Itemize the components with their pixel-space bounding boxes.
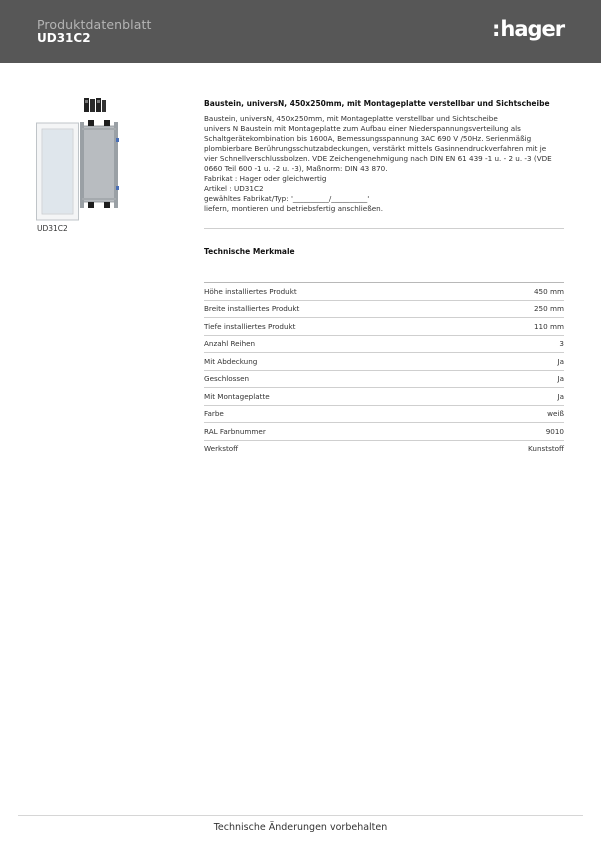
product-image bbox=[36, 98, 120, 222]
spec-row bbox=[204, 282, 564, 300]
description-line: Schaltgerätekombination bis 1600A, Bemessungsspannung 3AC 690 V /50Hz. Serienmäßig bbox=[204, 134, 532, 143]
description-block bbox=[204, 99, 566, 214]
spec-row bbox=[204, 300, 564, 318]
cover-panel-icon bbox=[37, 123, 79, 220]
spec-value: weiß bbox=[547, 409, 564, 419]
product-code: UD31C2 bbox=[37, 31, 91, 45]
spec-row bbox=[204, 335, 564, 353]
spec-value: 3 bbox=[559, 339, 564, 349]
spec-label: Höhe installiertes Produkt bbox=[204, 286, 297, 296]
spec-row bbox=[204, 440, 564, 458]
footer-disclaimer: Technische Änderungen vorbehalten bbox=[213, 822, 388, 833]
terminal-blocks-icon bbox=[84, 98, 106, 112]
spec-label: Tiefe installiertes Produkt bbox=[204, 321, 296, 331]
hager-logo: :hager bbox=[492, 17, 565, 41]
spec-label: Werkstoff bbox=[204, 444, 239, 454]
spec-label: Mit Abdeckung bbox=[204, 356, 258, 366]
specs-table bbox=[204, 282, 564, 457]
technical-features-title: Technische Merkmale bbox=[204, 247, 295, 256]
spec-row bbox=[204, 352, 564, 370]
spec-label: Mit Montageplatte bbox=[204, 391, 270, 401]
spec-value: Ja bbox=[557, 391, 564, 401]
description-line: vier Schnellverschlussbolzen. VDE Zeichengenehmigung nach DIN EN 61 439 -1 u. - 2 u. -3 (VDE bbox=[204, 154, 552, 163]
header-bar bbox=[0, 0, 601, 63]
spec-row bbox=[204, 422, 564, 440]
spec-label: Geschlossen bbox=[204, 374, 250, 384]
spec-label: RAL Farbnummer bbox=[204, 426, 266, 436]
description-line: Artikel : UD31C2 bbox=[204, 184, 264, 193]
description-title: Baustein, universN, 450x250mm, mit Montageplatte verstellbar und Sichtscheibe bbox=[204, 99, 550, 108]
description-line: plombierbare Berührungsschutzabdeckungen, verstärkt mittels Gasinnendruckverfahren mit je bbox=[204, 144, 547, 153]
description-line: 0660 Teil 600 -1 u. -2 u. -3), Maßnorm: DIN 43 870. bbox=[204, 164, 388, 173]
description-line: gewähltes Fabrikat/Typ: '__________/__________' bbox=[204, 194, 370, 203]
spec-value: Ja bbox=[557, 356, 564, 366]
spec-row bbox=[204, 370, 564, 388]
description-line: Fabrikat : Hager oder gleichwertig bbox=[204, 174, 327, 183]
spec-value: Kunststoff bbox=[528, 444, 564, 454]
spec-value: 110 mm bbox=[533, 321, 564, 331]
mounting-plate-icon bbox=[80, 120, 119, 208]
spec-value: 9010 bbox=[545, 426, 564, 436]
document-type-label: Produktdatenblatt bbox=[37, 17, 152, 32]
description-line: univers N Baustein mit Montageplatte zum Aufbau einer Niederspannungsverteilung als bbox=[204, 124, 521, 133]
spec-row bbox=[204, 317, 564, 335]
description-line: Baustein, universN, 450x250mm, mit Montageplatte verstellbar und Sichtscheibe bbox=[204, 114, 498, 123]
description-line: liefern, montieren und betriebsfertig anschließen. bbox=[204, 204, 383, 213]
spec-value: 450 mm bbox=[533, 286, 564, 296]
spec-value: Ja bbox=[557, 374, 564, 384]
footer-divider bbox=[18, 815, 583, 816]
spec-label: Farbe bbox=[204, 409, 224, 419]
spec-label: Breite installiertes Produkt bbox=[204, 304, 300, 314]
spec-row bbox=[204, 405, 564, 423]
product-image-caption: UD31C2 bbox=[37, 224, 68, 233]
spec-value: 250 mm bbox=[533, 304, 564, 314]
spec-label: Anzahl Reihen bbox=[204, 339, 256, 349]
spec-row bbox=[204, 387, 564, 405]
section-divider bbox=[204, 228, 564, 229]
